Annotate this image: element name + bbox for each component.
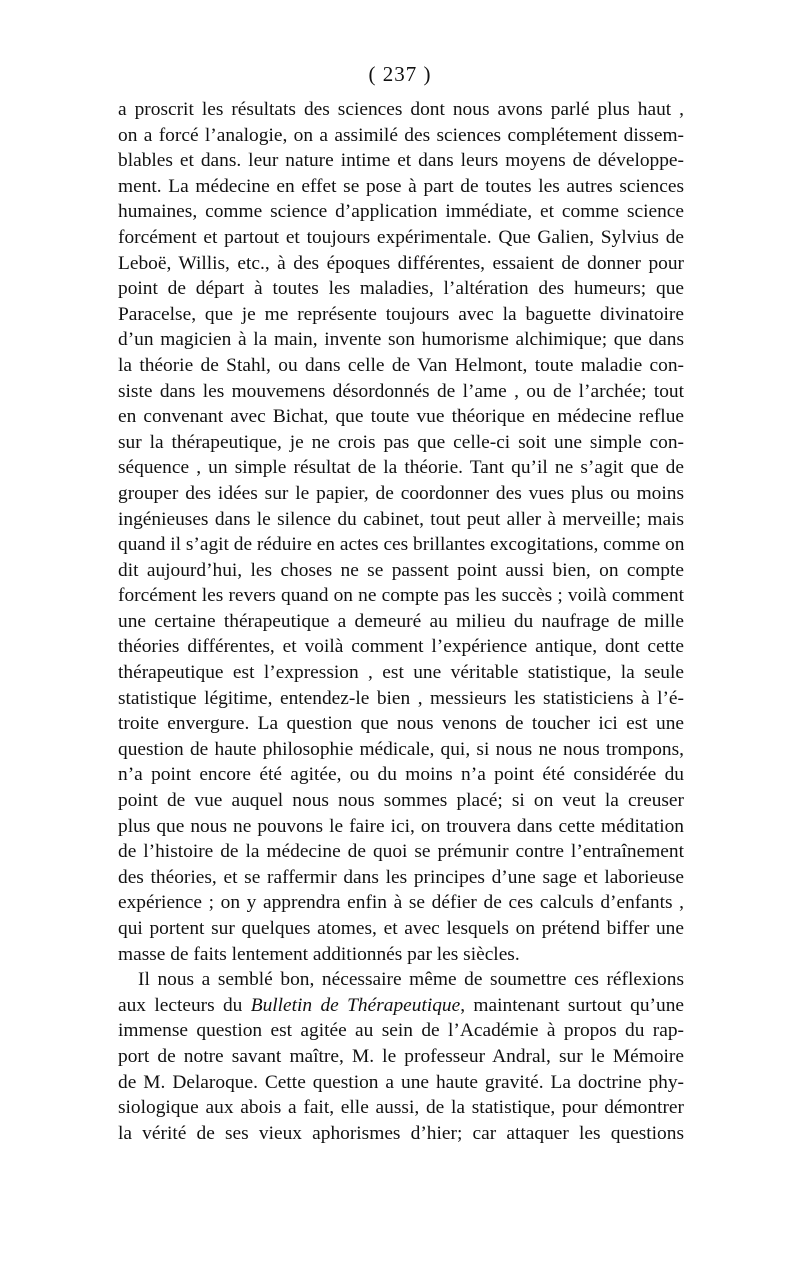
text-line: théories différentes, et voilà comment l’expérience antique, dont cette — [118, 636, 684, 658]
text-line: Paracelse, que je me représente toujours avec la baguette divinatoire — [118, 303, 684, 325]
text-line: troite envergure. La question que nous venons de toucher ici est une — [118, 713, 684, 735]
text-line: une certaine thérapeutique a demeuré au milieu du naufrage de mille — [118, 610, 684, 632]
text-line: question de haute philosophie médicale, qui, si nous ne nous trompons, — [118, 738, 684, 760]
text-line: n’a point encore été agitée, ou du moins n’a point été considérée du — [118, 764, 684, 786]
text-line: on a forcé l’analogie, on a assimilé des sciences complétement dissem- — [118, 124, 684, 146]
journal-title: Bulletin de Thérapeutique — [250, 994, 461, 1016]
paragraph — [118, 967, 684, 1146]
text-line: a proscrit les résultats des sciences dont nous avons parlé plus haut , — [118, 99, 684, 120]
text-line: siologique aux abois a fait, elle aussi, de la statistique, pour démontrer — [118, 1097, 684, 1119]
text-line: ingénieuses dans le silence du cabinet, tout peut aller à merveille; mais — [118, 508, 684, 530]
text-line: thérapeutique est l’expression , est une véritable statistique, la seule — [118, 662, 684, 684]
paragraph — [118, 97, 684, 967]
text-line: des théories, et se raffermir dans les principes d’une sage et laborieuse — [118, 866, 684, 888]
text-line: la vérité de ses vieux aphorismes d’hier; car attaquer les questions — [118, 1122, 684, 1144]
text-line: qui portent sur quelques atomes, et avec lesquels on prétend biffer une — [118, 918, 684, 939]
text-line: blables et dans. leur nature intime et dans leurs moyens de développe- — [118, 150, 684, 172]
text-line: grouper des idées sur le papier, de coordonner des vues plus ou moins — [118, 482, 684, 504]
text-line: point de départ à toutes les maladies, l’altération des humeurs; que — [118, 278, 684, 300]
text-line: la théorie de Stahl, ou dans celle de Van Helmont, toute maladie con- — [118, 354, 684, 376]
text-line: port de notre savant maître, M. le professeur Andral, sur le Mémoire — [118, 1045, 684, 1067]
text-line: de l’histoire de la médecine de quoi se prémunir contre l’entraînement — [118, 841, 684, 863]
text-line: en convenant avec Bichat, que toute vue théorique en médecine reflue — [118, 406, 684, 428]
text-line: séquence , un simple résultat de la théorie. Tant qu’il ne s’agit que de — [118, 457, 684, 479]
text-line: de M. Delaroque. Cette question a une haute gravité. La doctrine phy- — [118, 1071, 684, 1093]
text-line: forcément les revers quand on ne compte pas les succès ; voilà comment — [118, 585, 684, 607]
text-line: expérience ; on y apprendra enfin à se défier de ces calculs d’enfants , — [118, 892, 684, 914]
text-line: point de vue auquel nous nous sommes placé; si on veut la creuser — [118, 790, 684, 812]
text-line: aux lecteurs du Bulletin de Thérapeutique, maintenant surtout qu’une — [118, 994, 684, 1016]
body-text — [118, 97, 684, 1146]
page-number: ( 237 ) — [368, 62, 432, 86]
text-line: Leboë, Willis, etc., à des époques différentes, essaient de donner pour — [118, 252, 684, 274]
text-line: forcément et partout et toujours expérimentale. Que Galien, Sylvius de — [118, 226, 684, 248]
text-line: dit aujourd’hui, les choses ne se passent point aussi bien, on compte — [118, 559, 684, 581]
text-line: quand il s’agit de réduire en actes ces brillantes excogitations, comme on — [118, 534, 685, 556]
text-line: masse de faits lentement additionnés par les siècles. — [118, 943, 520, 965]
text-line: immense question est agitée au sein de l’Académie à propos du rap- — [118, 1020, 684, 1042]
text-line: d’un magicien à la main, invente son humorisme alchimique; que dans — [118, 329, 684, 351]
text-line: Il nous a semblé bon, nécessaire même de soumettre ces réflexions — [138, 969, 684, 991]
text-line: humaines, comme science d’application immédiate, et comme science — [118, 201, 684, 223]
text-line: sur la thérapeutique, je ne crois pas que celle-ci soit une simple con- — [118, 431, 684, 453]
text-line: plus que nous ne pouvons le faire ici, on trouvera dans cette méditation — [118, 815, 684, 837]
text-line: statistique légitime, entendez-le bien , messieurs les statisticiens à l’é- — [118, 687, 684, 709]
text-line: siste dans les mouvemens désordonnés de l’ame , ou de l’archée; tout — [118, 380, 684, 402]
text-line: ment. La médecine en effet se pose à part de toutes les autres sciences — [118, 175, 684, 197]
